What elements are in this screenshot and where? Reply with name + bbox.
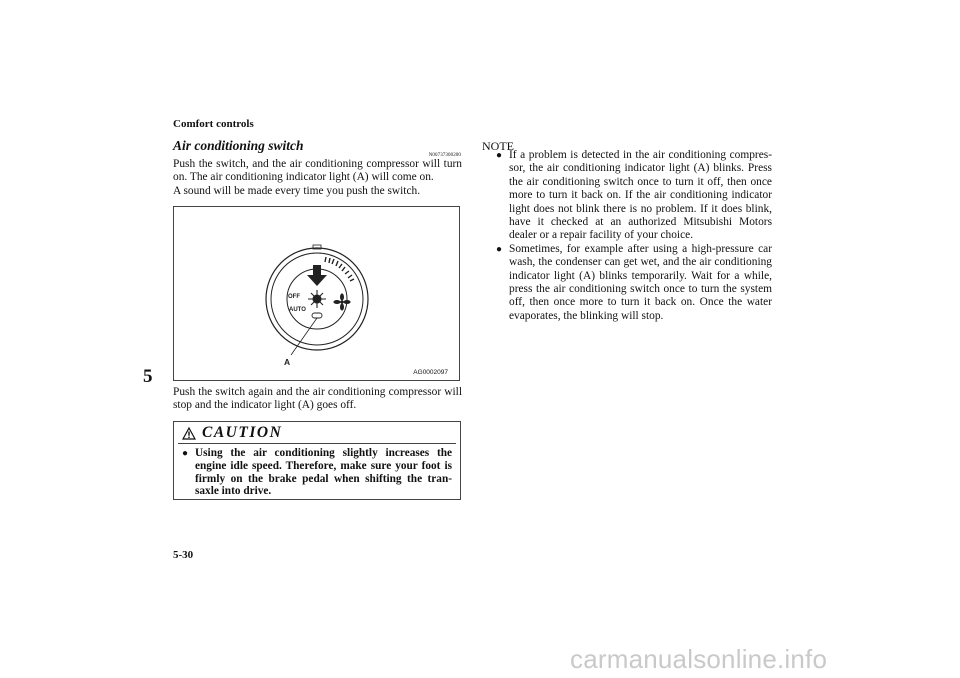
- caution-header: [182, 424, 282, 442]
- note-label: NOTE: [482, 139, 514, 153]
- chapter-tab: 5: [143, 366, 153, 387]
- snowflake-icon: [308, 290, 326, 308]
- push-arrow-icon: [307, 265, 327, 286]
- page-number: 5-30: [173, 549, 194, 561]
- section-title: Air conditioning switch: [173, 138, 304, 153]
- intro-paragraph: [173, 158, 462, 198]
- note-item: [496, 149, 772, 243]
- section-header: Comfort controls: [173, 118, 254, 130]
- warning-triangle-icon: [182, 427, 196, 440]
- dial-off-label: OFF: [288, 294, 300, 300]
- reference-code: N00737300200: [428, 153, 461, 158]
- caution-text: Using the air conditioning slightly increases the engine idle speed. Therefore, make sure your foot is firmly on the brake pedal when shifting the tran-saxle into drive.: [195, 447, 452, 498]
- bullet-icon: ●: [496, 243, 503, 255]
- intro-line: A sound will be made every time you push the switch.: [173, 184, 421, 197]
- dial-auto-label: AUTO: [289, 307, 306, 313]
- caution-box: [173, 421, 461, 500]
- caution-item: [182, 447, 452, 498]
- note-item: [496, 243, 772, 323]
- note-list: [496, 149, 772, 323]
- figure-code: AG0002097: [413, 369, 448, 376]
- caution-divider: [178, 443, 456, 444]
- ac-switch-illustration: [174, 207, 461, 382]
- note-text: Sometimes, for example after using a high-pressure car wash, the condenser can get wet, and the air conditioning indicator light (A) blinks temporarily. Wait for a while, press the air conditioning switch once to turn the system off, then once more to turn it back on. Once the water evaporates, the blinking will stop.: [509, 242, 772, 322]
- after-figure-paragraph: [173, 386, 462, 413]
- callout-label-a: A: [284, 357, 291, 367]
- bullet-icon: ●: [496, 150, 503, 161]
- indicator-light-icon: [312, 313, 322, 318]
- figure-box: [173, 206, 460, 381]
- title-row: [173, 137, 461, 158]
- caution-title: CAUTION: [202, 424, 283, 441]
- fan-icon: [333, 293, 350, 310]
- watermark: carmanualsonline.info: [570, 644, 828, 674]
- after-figure-text: Push the switch again and the air conditioning compressor will stop and the indicator light (A) goes off.: [173, 386, 462, 412]
- intro-line: Push the switch, and the air conditioning compressor will turn on. The air conditioning indicator light (A) will come on.: [173, 158, 462, 184]
- bullet-icon: ●: [182, 448, 189, 459]
- note-text: If a problem is detected in the air conditioning compres-sor, the air conditioning indicator light (A) blinks. Press the air conditioning switch once to turn it off, then once more to turn it back on. If the air conditioning indicator light does not blink there is no problem. If it does blink, have it checked at an authorized Mitsubishi Motors dealer or a repair facility of your choice.: [509, 149, 772, 242]
